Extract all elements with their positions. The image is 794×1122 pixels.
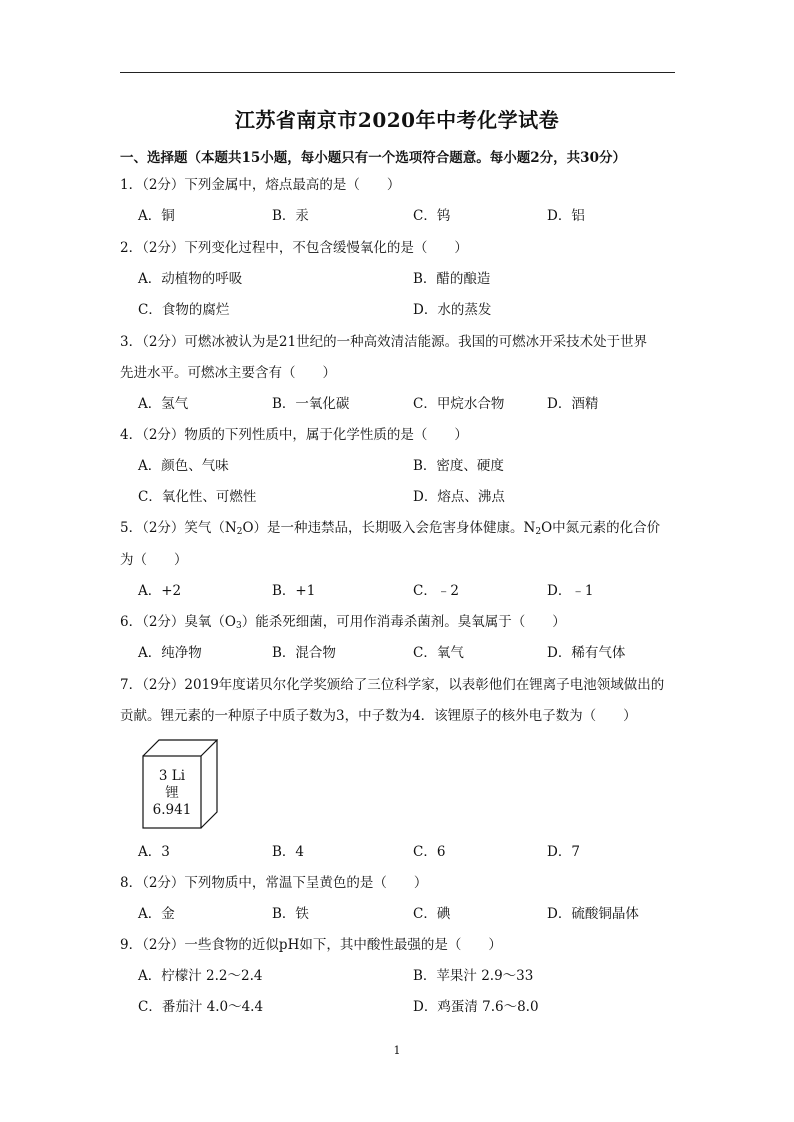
question-4-option-c: C．氧化性、可燃性 (138, 489, 257, 505)
question-4-option-b: B．密度、硬度 (413, 458, 504, 474)
q6-text-2: ）能杀死细菌，可用作消毒杀菌剂。臭氧属于（ ） (241, 614, 566, 630)
section-heading: 一、选择题（本题共15小题，每小题只有一个选项符合题意。每小题2分，共30分） (120, 150, 626, 166)
element-name: 锂 (165, 785, 179, 801)
question-9-option-c: C．番茄汁 4.0～4.4 (138, 999, 264, 1015)
question-6-option-b: B．混合物 (272, 645, 336, 661)
question-8-option-c: C．碘 (413, 906, 451, 922)
question-3-option-b: B．一氧化碳 (272, 396, 350, 412)
q6-text-1: 6．（2分）臭氧（O (120, 614, 236, 630)
question-4-option-d: D．熔点、沸点 (413, 489, 505, 505)
question-4-option-a: A．颜色、气味 (138, 458, 229, 474)
element-mass: 6.941 (152, 802, 192, 818)
question-1-option-d: D．铝 (547, 208, 585, 224)
question-8-option-d: D．硫酸铜晶体 (547, 906, 639, 922)
question-1-option-a: A．铜 (138, 208, 175, 224)
question-8-stem: 8．（2分）下列物质中，常温下呈黄色的是（ ） (120, 875, 428, 891)
question-1-stem: 1．（2分）下列金属中，熔点最高的是（ ） (120, 177, 401, 193)
question-5-option-b: B．+1 (272, 583, 316, 599)
element-number-symbol: 3 Li (158, 768, 186, 784)
q5-text-3: O中氮元素的化合价 (541, 520, 661, 536)
element-card-text (144, 768, 200, 819)
question-5-stem-line-2: 为（ ） (120, 552, 188, 568)
question-9-option-a: A．柠檬汁 2.2～2.4 (138, 968, 263, 984)
question-4-stem: 4．（2分）物质的下列性质中，属于化学性质的是（ ） (120, 427, 468, 443)
question-2-stem: 2．（2分）下列变化过程中，不包含缓慢氧化的是（ ） (120, 240, 468, 256)
question-3-option-d: D．酒精 (547, 396, 599, 412)
question-6-option-c: C．氧气 (413, 645, 464, 661)
question-3-stem-line-1: 3．（2分）可燃冰被认为是21世纪的一种高效清洁能源。我国的可燃冰开采技术处于世界 (120, 334, 648, 350)
question-8-option-b: B．铁 (272, 906, 309, 922)
question-2-option-c: C．食物的腐烂 (138, 302, 230, 318)
question-3-option-c: C．甲烷水合物 (413, 396, 505, 412)
page-number: 1 (393, 1044, 401, 1057)
question-2-option-b: B．醋的酿造 (413, 271, 491, 287)
question-5-option-d: D．﹣1 (547, 583, 594, 599)
header-rule (120, 72, 675, 73)
question-9-stem: 9．（2分）一些食物的近似pH如下，其中酸性最强的是（ ） (120, 937, 502, 953)
question-5-option-c: C．﹣2 (413, 583, 459, 599)
question-8-option-a: A．金 (138, 906, 175, 922)
question-7-option-b: B．4 (272, 844, 305, 860)
exam-title: 江苏省南京市2020年中考化学试卷 (234, 108, 560, 132)
q5-subscript-1: 2 (236, 527, 243, 537)
question-2-option-d: D．水的蒸发 (413, 302, 492, 318)
question-3-option-a: A．氢气 (138, 396, 189, 412)
q6-subscript: 3 (236, 621, 242, 631)
question-1-option-b: B．汞 (272, 208, 309, 224)
question-1-option-c: C．钨 (413, 208, 451, 224)
question-6-option-d: D．稀有气体 (547, 645, 626, 661)
question-5-option-a: A．+2 (138, 583, 182, 599)
question-7-stem-line-1: 7．（2分）2019年度诺贝尔化学奖颁给了三位科学家，以表彰他们在锂离子电池领域做出的 (120, 677, 665, 693)
q5-text-1: 5．（2分）笑气（N (120, 520, 237, 536)
question-9-option-d: D．鸡蛋清 7.6～8.0 (413, 999, 539, 1015)
question-7-option-a: A．3 (138, 844, 170, 860)
question-7-option-c: C．6 (413, 844, 446, 860)
q5-text-2: O）是一种违禁品，长期吸入会危害身体健康。N (242, 520, 536, 536)
question-6-stem (120, 613, 566, 635)
q5-subscript-2: 2 (535, 527, 542, 537)
question-7-option-d: D．7 (547, 844, 580, 860)
question-7-stem-line-2: 贡献。锂元素的一种原子中质子数为3，中子数为4．该锂原子的核外电子数为（ ） (120, 708, 637, 724)
question-3-stem-line-2: 先进水平。可燃冰主要含有（ ） (120, 365, 336, 381)
question-2-option-a: A．动植物的呼吸 (138, 271, 243, 287)
question-6-option-a: A．纯净物 (138, 645, 202, 661)
lithium-element-card (142, 738, 218, 830)
question-5-stem-line-1 (120, 519, 660, 541)
question-9-option-b: B．苹果汁 2.9～33 (413, 968, 534, 984)
